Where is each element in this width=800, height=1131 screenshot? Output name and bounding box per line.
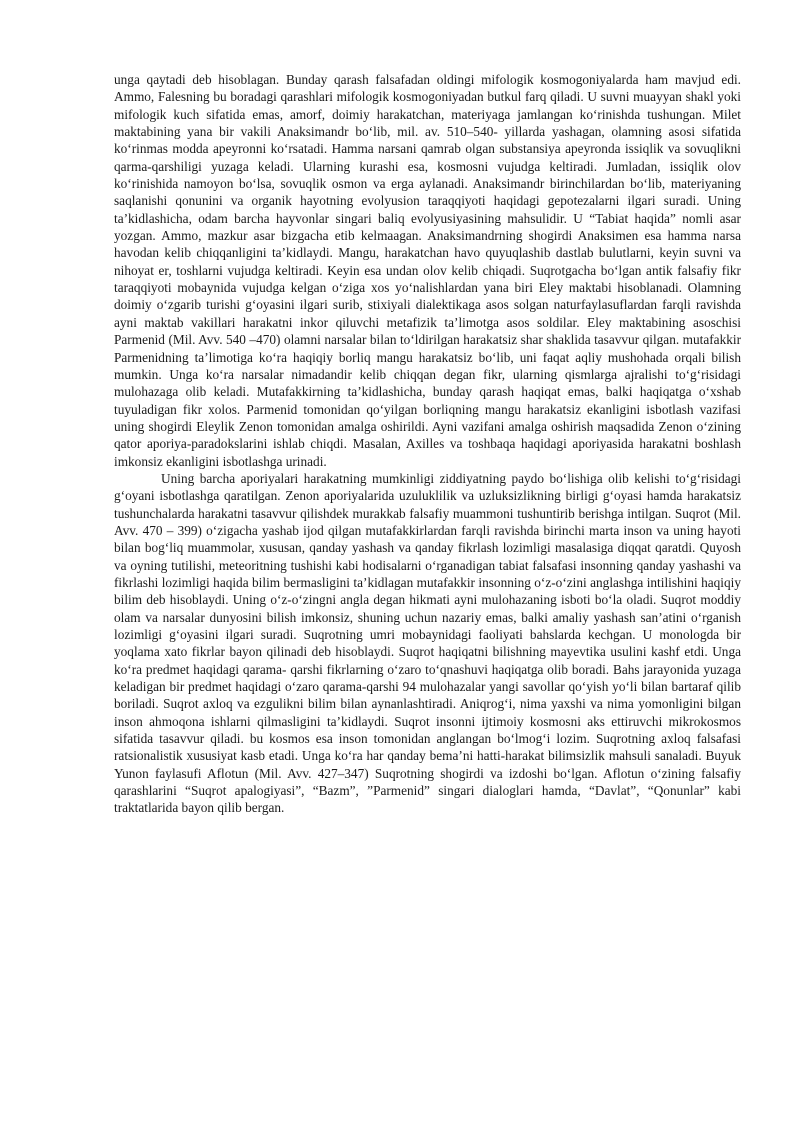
body-text (114, 71, 741, 817)
paragraph-2: Uning barcha aporiyalari harakatning mumkinligi ziddiyatning paydo bo‘lishiga olib kelishi to‘g‘risidagi g‘oyani isbotlashga qaratilgan. Zenon aporiyalarida uzuluklilik va uzluksizlikning birligi g‘oyasi hamda harakatsiz tushunchalarda harakatni tasavvur qilishdek murakkab falsafiy muammoni tushuntirib berishga intilgan. Suqrot (Mil. Avv. 470 – 399) o‘zigacha yashab ijod qilgan mutafakkirlardan farqli ravishda birinchi marta inson va uning hayoti bilan bog‘liq muammolar, xususan, qanday yashash va qanday fikrlash lozimligi masalasiga diqqat qaratdi. Quyosh va oyning tutilishi, meteoritning tushishi kabi hodisalarni o‘rganadigan tabiat falsafasi insonning qanday yashashi va fikrlashi lozimligi haqida bilim bermasligini ta’kidlagan mutafakkir insonning o‘z-o‘zini anglashga intilishini haqiqiy bilim deb hisoblaydi. Uning o‘z-o‘zingni angla degan hikmati ayni mulohazaning isboti bo‘la oladi. Suqrot moddiy olam va narsalar dunyosini bilish imkonsiz, shuning uchun nazariy emas, balki amaliy yashash san’atini o‘rganish lozimligi g‘oyasini ilgari suradi. Suqrotning umri mobaynidagi faoliyati bahslarda kechgan. U monologda bir yoqlama xato fikrlar bayon qilinadi deb hisoblaydi. Suqrot haqiqatni bilishning mayevtika usulini kashf etdi. Unga ko‘ra predmet haqidagi qarama- qarshi fikrlarning o‘zaro to‘qnashuvi haqiqatga olib boradi. Bahs jarayonida yuzaga keladigan bir predmet haqidagi o‘zaro qarama-qarshi 94 mulohazalar yangi savollar qo‘yish yo‘li bilan bartaraf qilib boriladi. Suqrot axloq va ezgulikni bilim bilan aynanlashtiradi. Aniqrog‘i, nima yaxshi va nima yomonligini bilgan inson ahmoqona ishlarni qilmasligini ta’kidlaydi. Suqrot insonni ijtimoiy kosmosni aks ettiruvchi mikrokosmos sifatida tasavvur qiladi. bu kosmos esa inson tomonidan anglangan bo‘lmog‘i lozim. Suqrotning axloq falsafasi ratsionalistik xususiyat kasb etadi. Unga ko‘ra har qanday bema’ni hatti-harakat bilimsizlik mahsuli sanaladi. Buyuk Yunon faylasufi Aflotun (Mil. Avv. 427–347) Suqrotning shogirdi va izdoshi bo‘lgan. Aflotun o‘zining falsafiy qarashlarini “Suqrot apalogiyasi”, “Bazm”, ”Parmenid” singari dialoglari hamda, “Davlat”, “Qonunlar” kabi traktatlarida bayon qilib bergan. (114, 470, 741, 816)
paragraph-1: unga qaytadi deb hisoblagan. Bunday qarash falsafadan oldingi mifologik kosmogoniyalarda ham mavjud edi. Ammo, Falesning bu boradagi qarashlari mifologik kosmogoniyadan butkul farq qiladi. U suvni muayyan shakl yoki mifologik kuch sifatida emas, amorf, doimiy harakatchan, materiyaga jamlangan ko‘rinishda tushungan. Milet maktabining yana bir vakili Anaksimandr bo‘lib, mil. av. 510–540- yillarda yashagan, olamning asosi sifatida ko‘rinmas modda apeyronni ko‘rsatadi. Hamma narsani qamrab olgan substansiya apeyronda issiqlik va sovuqlikni qarma-qarshiligi yuzaga keladi. Ularning kurashi esa, kosmosni vujudga keltiradi. Jumladan, issiqlik olov ko‘rinishida namoyon bo‘lsa, sovuqlik osmon va erga aylanadi. Anaksimandr birinchilardan bo‘lib, materiyaning saqlanishi qonunini va organik hayotning evolyusion taraqqiyoti haqidagi gepotezalarni ilgari suradi. Uning ta’kidlashicha, odam barcha hayvonlar singari baliq evolyusiyasining mahsulidir. U “Tabiat haqida” nomli asar yozgan. Ammo, mazkur asar bizgacha etib kelmaagan. Anaksimandrning shogirdi Anaksimen esa hamma narsa havodan kelib chiqqanligini ta’kidlaydi. Mangu, harakatchan havo quyuqlashib dastlab bulutlarni, keyin suvni va nihoyat er, toshlarni vujudga keltiradi. Keyin esa undan olov kelib chiqadi. Suqrotgacha bo‘lgan antik falsafiy fikr taraqqiyoti mobaynida vujudga kelgan o‘ziga xos yo‘nalishlardan yana biri Eley maktabi hisoblanadi. Olamning doimiy o‘zgarib turishi g‘oyasini ilgari surib, stixiyali dialektikaga asos solgan naturfaylasuflardan farqli ravishda ayni maktab vakillari harakatni inkor qiluvchi metafizik ta’limotga asos soldilar. Eley maktabining asoschisi Parmenid (Mil. Avv. 540 –470) olamni narsalar bilan to‘ldirilgan harakatsiz shar shaklida tasavvur qilgan. mutafakkir Parmenidning ta’limotiga ko‘ra haqiqiy borliq mangu harakatsiz bo‘lib, uni faqat aqliy mushohada orqali bilish mumkin. Unga ko‘ra narsalar nimadandir kelib chiqqan degan fikr, ularning qismlarga ajralishi to‘g‘risidagi mulohazaga olib keladi. Mutafakkirning ta’kidlashicha, bunday qarash haqiqat emas, balki haqiqatga o‘xshab tuyuladigan fikr xolos. Parmenid tomonidan qo‘yilgan borliqning mangu harakatsiz ekanligini isbotlash vazifasi uning shogirdi Eleylik Zenon tomonidan amalga oshirildi. Ayni vazifani amalga oshirish maqsadida Zenon o‘zining qator aporiya-paradokslarini ishlab chiqdi. Masalan, Axilles va toshbaqa haqidagi aporiyasida harakatni boshlash imkonsiz ekanligini isbotlashga urinadi. (114, 72, 741, 469)
